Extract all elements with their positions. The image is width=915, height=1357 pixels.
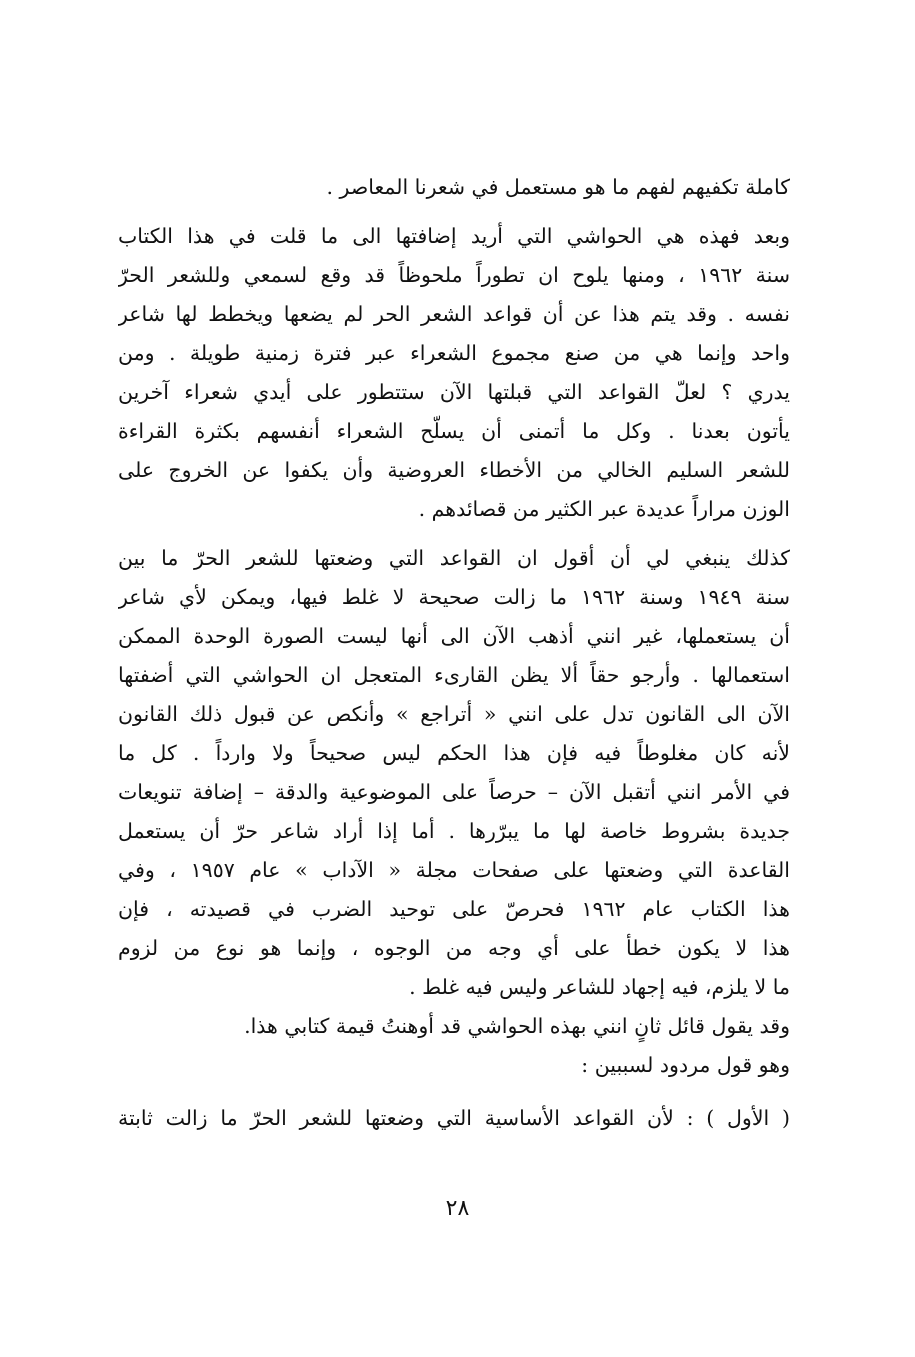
text-line: يدري ؟ لعلّ القواعد التي قبلتها الآن ستتطور على أيدي شعراء آخرين [118, 380, 790, 404]
text-line: ( الأول ) : لأن القواعد الأساسية التي وضعتها للشعر الحرّ ما زالت ثابتة [118, 1106, 790, 1130]
text-line: لأنه كان مغلوطاً فيه فإن هذا الحكم ليس صحيحاً ولا وارداً . كل ما [118, 741, 790, 765]
paragraph-3 [118, 539, 790, 1007]
text-line: الآن الى القانون تدل على انني « أتراجع » وأنكص عن قبول ذلك القانون [118, 702, 790, 726]
paragraph-1 [118, 168, 790, 207]
text-line: للشعر السليم الخالي من الأخطاء العروضية وأن يكفوا عن الخروج على [118, 458, 790, 482]
page-number: ٢٨ [445, 1196, 470, 1221]
text-line: هذا لا يكون خطأ على أي وجه من الوجوه ، وإنما هو نوع من لزوم [118, 936, 790, 960]
text-line: سنة ١٩٤٩ وسنة ١٩٦٢ ما زالت صحيحة لا غلط فيها، ويمكن لأي شاعر [118, 585, 790, 609]
paragraph-2 [118, 217, 790, 529]
text-line: وقد يقول قائل ثانٍ انني بهذه الحواشي قد أوهنتُ قيمة كتابي هذا. [244, 1014, 790, 1038]
text-line: نفسه . وقد يتم هذا عن أن قواعد الشعر الحر لم يضعها ويخطط لها شاعر [118, 302, 790, 326]
text-line: واحد وإنما هي من صنع مجموع الشعراء عبر فترة زمنية طويلة . ومن [118, 341, 790, 365]
text-line: وهو قول مردود لسببين : [581, 1053, 790, 1077]
paragraph-5 [118, 1099, 790, 1138]
text-line: سنة ١٩٦٢ ، ومنها يلوح ان تطوراً ملحوظاً قد وقع لسمعي وللشعر الحرّ [118, 263, 790, 287]
paragraph-4 [118, 1007, 790, 1085]
text-line: في الأمر انني أتقبل الآن – حرصاً على الموضوعية والدقة – إضافة تنويعات [118, 780, 790, 804]
text-line: هذا الكتاب عام ١٩٦٢ فحرصّ على توحيد الضرب في قصيدته ، فإن [118, 897, 790, 921]
text-line: القاعدة التي وضعتها على صفحات مجلة « الآداب » عام ١٩٥٧ ، وفي [118, 858, 790, 882]
text-line: جديدة بشروط خاصة لها ما يبرّرها . أما إذا أراد شاعر حرّ أن يستعمل [118, 819, 790, 843]
text-line: كذلك ينبغي لي أن أقول ان القواعد التي وضعتها للشعر الحرّ ما بين [118, 546, 790, 570]
text-line: أن يستعملها، غير انني أذهب الآن الى أنها ليست الصورة الوحدة الممكن [118, 624, 790, 648]
text-line: وبعد فهذه هي الحواشي التي أريد إضافتها الى ما قلت في هذا الكتاب [118, 224, 790, 248]
text-line: كاملة تكفيهم لفهم ما هو مستعمل في شعرنا المعاصر . [326, 175, 790, 199]
text-line: يأتون بعدنا . وكل ما أتمنى أن يسلّح الشعراء أنفسهم بكثرة القراءة [118, 419, 790, 443]
text-line: ما لا يلزم، فيه إجهاد للشاعر وليس فيه غلط . [409, 975, 790, 999]
text-line: استعمالها . وأرجو حقاً ألا يظن القارىء المتعجل ان الحواشي التي أضفتها [118, 663, 790, 687]
text-line: الوزن مراراً عديدة عبر الكثير من قصائدهم . [418, 497, 790, 521]
body-text [118, 168, 790, 1138]
